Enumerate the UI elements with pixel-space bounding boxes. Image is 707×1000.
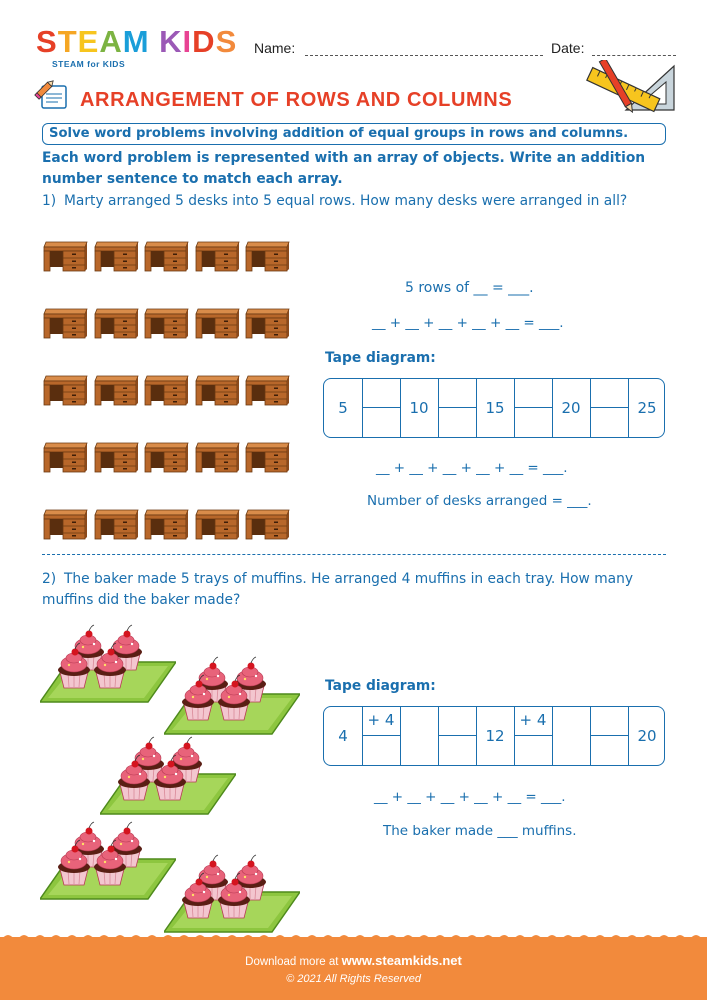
- logo-subtitle: STEAM for KIDS: [52, 59, 126, 69]
- tape-jump-line: [590, 735, 628, 736]
- footer-bar: [0, 937, 707, 1000]
- tape-value: 5: [338, 399, 348, 417]
- tape-jump-line: [438, 407, 476, 408]
- problem-1-tape-label: Tape diagram:: [325, 350, 436, 366]
- tape-jump-line: [514, 735, 552, 736]
- desk-icon: [93, 307, 140, 339]
- page-title: ARRANGEMENT OF ROWS AND COLUMNS: [80, 89, 513, 111]
- footer-site-link[interactable]: www.steamkids.net: [341, 953, 462, 968]
- desk-icon: [244, 508, 291, 540]
- logo-letter: A: [99, 24, 123, 59]
- logo-wordmark: [36, 26, 237, 57]
- desk-icon: [244, 307, 291, 339]
- desk-icon: [244, 374, 291, 406]
- desk-icon: [143, 240, 190, 272]
- muffin-tray: [100, 730, 236, 816]
- ruler-pencil-icon: [582, 60, 678, 116]
- tape-jump-line: [514, 407, 552, 408]
- tape-jump-line: [362, 735, 400, 736]
- problem-2-number: 2): [42, 571, 57, 587]
- logo-letter: I: [182, 24, 193, 59]
- tape-value: 10: [409, 399, 429, 417]
- logo-letter: K: [159, 24, 183, 59]
- worksheet-pencil-icon: [34, 80, 70, 110]
- problem-1-question: [42, 191, 682, 212]
- desk-icon: [194, 240, 241, 272]
- tape-divider: [590, 707, 591, 765]
- desk-icon: [143, 508, 190, 540]
- desk-icon: [194, 307, 241, 339]
- tape-divider: [514, 379, 515, 437]
- tape-jump-line: [590, 407, 628, 408]
- footer-download: [0, 953, 707, 968]
- steam-kids-logo: [36, 26, 237, 69]
- name-label: Name:: [254, 40, 296, 56]
- tape-divider: [552, 707, 553, 765]
- tape-jump-label: + 4: [367, 711, 395, 729]
- desk-icon: [42, 374, 89, 406]
- problem-2-sentence: __ + __ + __ + __ + __ = ___.: [374, 789, 566, 805]
- logo-letter: S: [215, 24, 238, 59]
- desk-icon: [93, 441, 140, 473]
- tape-value: 12: [485, 727, 505, 745]
- desk-icon: [42, 508, 89, 540]
- instruction-line-2: Each word problem is represented with an array of objects. Write an addition number sentence to match each array.: [42, 150, 646, 187]
- footer-copyright: © 2021 All Rights Reserved: [286, 973, 421, 985]
- problem-1-sentence-2: __ + __ + __ + __ + __ = ___.: [376, 460, 568, 476]
- logo-letter: E: [77, 24, 100, 59]
- desk-icon: [194, 508, 241, 540]
- tape-divider: [400, 707, 401, 765]
- desk-icon: [194, 441, 241, 473]
- problem-1-text: Marty arranged 5 desks into 5 equal rows. How many desks were arranged in all?: [64, 193, 628, 209]
- tape-divider: [438, 379, 439, 437]
- muffin-tray: [40, 815, 176, 901]
- tape-divider: [590, 379, 591, 437]
- desk-icon: [42, 307, 89, 339]
- problem-2-answer: The baker made ___ muffins.: [383, 823, 577, 839]
- logo-letter: T: [57, 24, 78, 59]
- desk-icon: [244, 240, 291, 272]
- tape-jump-label: + 4: [519, 711, 547, 729]
- tape-value: 4: [338, 727, 348, 745]
- tape-value: 25: [637, 399, 657, 417]
- problem-1-tape-diagram: [323, 378, 665, 438]
- date-label: Date:: [551, 40, 585, 56]
- muffin-tray: [164, 848, 300, 934]
- problem-2-question: [42, 569, 682, 611]
- desk-icon: [244, 441, 291, 473]
- desk-icon: [143, 441, 190, 473]
- date-line[interactable]: [592, 44, 676, 56]
- tape-value: 20: [637, 727, 657, 745]
- instruction-line-1: Solve word problems involving addition of equal groups in rows and columns.: [49, 126, 629, 141]
- problem-2-tape-label: Tape diagram:: [325, 678, 436, 694]
- name-line[interactable]: [305, 44, 543, 56]
- tape-value: 20: [561, 399, 581, 417]
- tape-divider: [362, 379, 363, 437]
- logo-letter: D: [192, 24, 216, 59]
- problem-1-number: 1): [42, 193, 57, 209]
- problem-2-text: The baker made 5 trays of muffins. He arranged 4 muffins in each tray. How many muffins did the baker made?: [42, 571, 633, 608]
- logo-letter: M: [122, 24, 150, 59]
- tape-divider: [438, 707, 439, 765]
- muffin-tray: [164, 650, 300, 736]
- desk-icon: [42, 240, 89, 272]
- name-field[interactable]: [254, 40, 543, 56]
- date-field[interactable]: [551, 40, 676, 56]
- desk-icon: [143, 307, 190, 339]
- problem-1-answer: Number of desks arranged = ___.: [367, 493, 592, 509]
- tape-jump-line: [362, 407, 400, 408]
- desk-icon: [93, 240, 140, 272]
- problem-1-rows-of: 5 rows of __ = ___.: [405, 280, 534, 296]
- desk-icon: [93, 374, 140, 406]
- logo-letter: S: [36, 24, 58, 59]
- tape-jump-line: [438, 735, 476, 736]
- muffin-tray: [40, 618, 176, 704]
- footer-download-prefix: Download more at: [245, 956, 339, 968]
- desk-icon: [42, 441, 89, 473]
- desk-icon: [93, 508, 140, 540]
- desk-icon: [194, 374, 241, 406]
- problem-1-sentence-1: __ + __ + __ + __ + __ = ___.: [372, 315, 564, 331]
- problem-2-tape-diagram: [323, 706, 665, 766]
- tape-value: 15: [485, 399, 505, 417]
- logo-letter: [150, 26, 160, 57]
- desk-icon: [143, 374, 190, 406]
- section-divider: [42, 554, 666, 555]
